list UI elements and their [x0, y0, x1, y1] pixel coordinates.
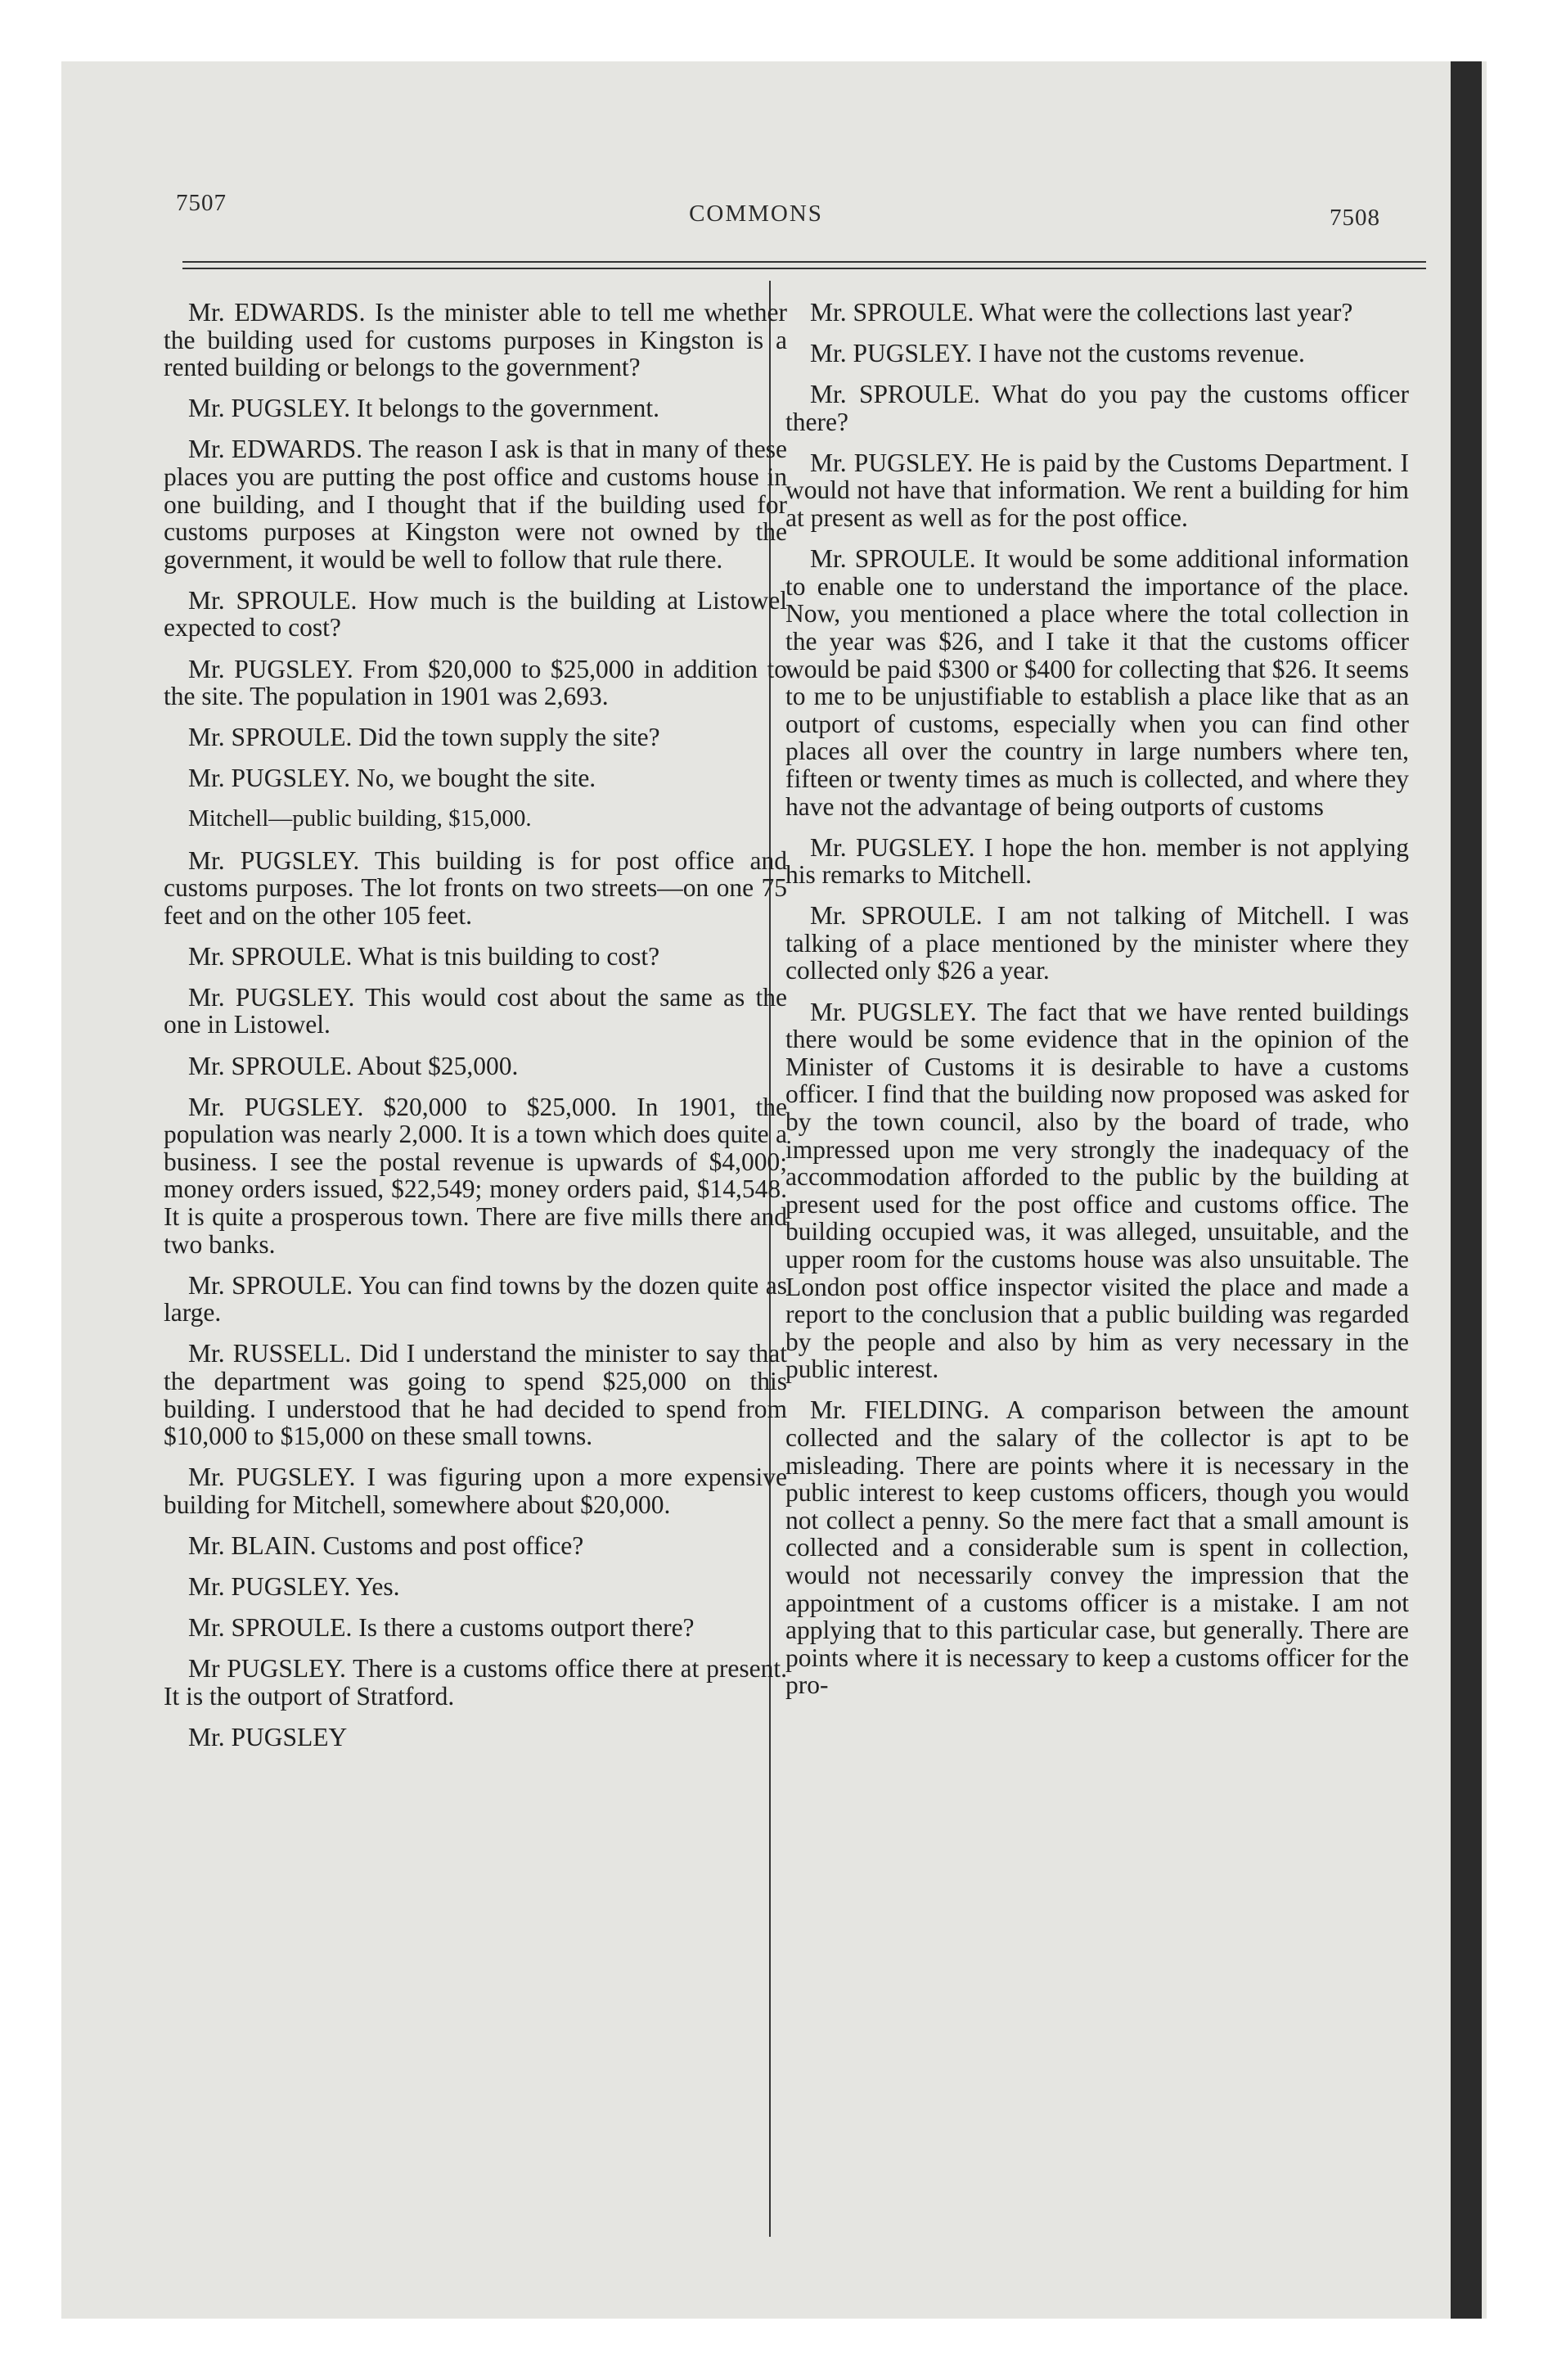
paragraph: Mr. BLAIN. Customs and post office?	[188, 1530, 584, 1560]
header-rule-bottom	[182, 268, 1426, 269]
paragraph: Mr. EDWARDS. The reason I ask is that in many of these places you are putting the post office and customs house in one building, and I thought that if the building used for customs purposes at Kingston were not owned by the government, it would be well to follow that rule there.	[164, 435, 787, 574]
right-column	[785, 299, 1409, 1699]
paragraph: Mr. RUSSELL. Did I understand the minister to say that the department was going to spend $25,000 on this building. I understood that he had decided to spend from $10,000 to $15,000 on these small towns.	[164, 1339, 787, 1451]
paragraph: Mr. PUGSLEY. The fact that we have rented buildings there would be some evidence that in the opinion of the Minister of Customs it is desirable to have a customs officer. I find that the building now proposed was asked for by the town council, also by the board of trade, who impressed upon me very strongly the inadequacy of the accommodation afforded to the public by the building at present used for the post office and customs office. The building occupied was, it was alleged, unsuitable, and the upper room for the customs house was also unsuitable. The London post office inspector visited the place and made a report to the conclusion that a public building was regarded by the people and also by him as very necessary in the public interest.	[785, 997, 1409, 1384]
paragraph: Mr. SPROULE. About $25,000.	[188, 1051, 519, 1080]
paragraph: Mr. PUGSLEY. I was figuring upon a more expensive building for Mitchell, somewhere about $20,000.	[164, 1463, 787, 1519]
header-rule-top	[182, 261, 1426, 263]
paragraph: Mr. PUGSLEY. He is paid by the Customs Department. I would not have that information. We rent a building for him at present as well as for the post office.	[785, 448, 1409, 533]
paragraph: Mr. PUGSLEY. From $20,000 to $25,000 in addition to the site. The population in 1901 was 2,693.	[164, 654, 787, 711]
right-page-number: 7508	[1330, 205, 1380, 231]
paragraph: Mr. SPROULE. Is there a customs outport there?	[188, 1613, 695, 1643]
hansard-page	[61, 61, 1451, 2319]
paragraph: Mr. SPROULE. What were the collections last year?	[810, 298, 1353, 327]
paragraph: Mr. PUGSLEY. Yes.	[188, 1572, 400, 1602]
paragraph: Mr. EDWARDS. Is the minister able to tell me whether the building used for customs purposes in Kingston is a rented building or belongs to the government?	[164, 298, 787, 382]
paragraph: Mr. SPROULE. Did the town supply the site?	[188, 723, 660, 752]
paragraph: Mr. SPROULE. You can find towns by the dozen quite as large.	[164, 1270, 787, 1327]
paragraph: Mr. SPROULE. I am not talking of Mitchell. I was talking of a place mentioned by the minister where they collected only $26 a year.	[785, 901, 1409, 985]
paragraph: Mr. PUGSLEY. It belongs to the government.	[188, 394, 660, 423]
paragraph: Mr. PUGSLEY. This building is for post office and customs purposes. The lot fronts on two streets—on one 75 feet and on the other 105 feet.	[164, 845, 787, 930]
paragraph: Mr. FIELDING. A comparison between the amount collected and the salary of the collector is apt to be misleading. There are points where it is necessary in the public interest to keep customs officers, though you would not collect a penny. So the mere fact that a small amount is collected and a considerable sum is spent in collection, would not necessarily convey the impression that the appointment of a customs officer is a mistake. I am not applying that to this particular case, but generally. There are points where it is necessary to keep a customs officer for the pro-	[785, 1395, 1409, 1700]
paragraph: Mr. PUGSLEY. I hope the hon. member is not applying his remarks to Mitchell.	[785, 832, 1409, 890]
page-title: COMMONS	[689, 201, 823, 227]
book-spine-shadow	[1451, 61, 1482, 2319]
paragraph: Mr. SPROULE. It would be some additional information to enable one to understand the importance of the place. Now, you mentioned a place where the total collection in the year was $26, and I take it that the customs officer would be paid $300 or $400 for collecting that $26. It seems to me to be unjustifiable to establish a place like that as an outport of customs, especially when you can find other places all over the country in large numbers where ten, fifteen or twenty times as much is collected, and where they have not the advantage of being outports of customs	[785, 544, 1409, 821]
paragraph: Mr. PUGSLEY	[188, 1722, 348, 1751]
paragraph: Mr PUGSLEY. There is a customs office there at present. It is the outport of Stratford.	[164, 1654, 787, 1711]
left-page-number: 7507	[176, 190, 227, 216]
paragraph: Mr. PUGSLEY. No, we bought the site.	[188, 764, 596, 793]
estimate-item: Mitchell—public building, $15,000.	[188, 805, 532, 832]
paragraph: Mr. PUGSLEY. $20,000 to $25,000. In 1901, the population was nearly 2,000. It is a town which does quite a business. I see the postal revenue is upwards of $4,000; money orders issued, $22,549; money orders paid, $14,548. It is quite a prosperous town. There are five mills there and two banks.	[164, 1092, 787, 1259]
paragraph: Mr. SPROULE. What is tnis building to cost?	[188, 941, 660, 971]
paragraph: Mr. PUGSLEY. I have not the customs revenue.	[810, 339, 1305, 368]
paragraph: Mr. SPROULE. What do you pay the customs officer there?	[785, 380, 1409, 436]
paragraph: Mr. SPROULE. How much is the building at Listowel expected to cost?	[164, 585, 787, 642]
paragraph: Mr. PUGSLEY. This would cost about the same as the one in Listowel.	[164, 982, 787, 1039]
left-column	[164, 299, 787, 1751]
